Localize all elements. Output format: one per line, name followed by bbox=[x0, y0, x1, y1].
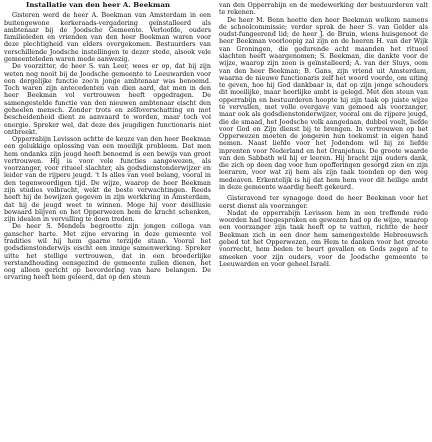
paragraph-opperrabijn: Opperrabijn Levisson achtte de keuze van den heer Beekman een gelukkige oplossing van een moeilijk probleem. Dat men hem ondanks zijn jeugd heeft benoemd is een bewijs van groot vertrouwen. Hij is voor vele functies aangewezen, als voorzanger, voor ritueel slachter, als godsdienstonderwijzer en leider van de rijpere jeugd. 't Is alles van veel belang, vooral in den tegenwoordigen tijd. De wijze, waarop de heer Beekman zijn studies volbracht, wekt de beste verwachtingen. Reeds heeft hij de bewijzen gegeven in zijn werkkring in Amsterdam, dat hij de jeugd weet te winnen. Moge hij voor desillusie bewaard blijven en het Opperwezen hem de kracht schenken, zijn idealen in vervulling te doen treden. bbox=[4, 136, 211, 224]
paragraph-welcome-speeches: De heer M. Benn heette den heer Beekman welkom namens de schoolcommissie; verder sprak de heer S. van Gelder als oudst-fungeerend lid; de heer J. de Bruin, wiens huisgenoot de heer Beekman voorloopig zal zijn en de heeren H. van der Wijk van Groningen, die gedurende acht maanden het ritueel slachten heeft waargenomen; S. Beekman, die dankte voor de wijze, waarop zijn zoon is geïnstalleerd; A. van der Sluys, oom van den heer Beekman; B. Gans, zijn vriend uit Amsterdam, waarna de nieuwe functionaris zelf het woord voerde, om uiting te geven, hoe hij God dankbaar is, dat op zijn jonge schouders dit moeilijke, maar heerlijke ambt is gelegd. Met den steun van opperrabijn en bestuurderen hoopte hij zijn taak op juiste wijze te vervullen, met volle overgave van gemoed als voorzanger, maar ook als godsdienstonderwijzer, vooral om de rijpere jeugd, die de smaad, het Joodsche volk aangedaan, dubbel voelt, liefde voor God en Zijn dienst bij te brengen. In vertrouwen op het Opperwezen moeten de jongeren hun toekomst in eigen hand nemen. Naast liefde voor het Jodendom wil hij ze liefde inprenten voor Nederland en het Oranjehuis. De groote waarde van den Sabbath wil hij er leeren. Hij bracht zijn ouders dank, die zich op deen dag voor hun opofferingen gesorgd zien en zijn leeraren, voor wat zij hem als zijn taak toonden op den weg medeaven. Erkentelijk is hij dat hem hem voor dit heilige ambt in deze gemeente waardig heeft gekeurd. bbox=[219, 16, 428, 192]
paragraph-continuation: van den Opperrabijn en de medewerking der bestuurderen valt te rekenen. bbox=[219, 2, 428, 17]
paragraph-installation: Gisteren werd de heer A. Beekman van Amsterdam in een buitengewone kerkeraads-vergadering geïnstalleerd als ambtenaar bij de Joodsche Gemeente. Verloofde, ouders familieleden en vrienden van den heer Beekman waren voor deze plechtigheid van elders overgekomen. Bestuurders van verschillende Joodsche instellingen te dezer stede, alsook vele gemeenteleden waren mede aanwezig. bbox=[4, 12, 211, 63]
paragraph-prayer: Nadat de opperrabijn Levisson hem in een treffende rede woorden had toegesproken en gewezen had op de wijze, waarop een voorzanger zijn taak heeft op te vatten, richtte de heer Beekman zich in een door hem samengestelde Hebreeuwsch gebed tot het Opperwezen, om Hem te danken voor het groote voorrecht, hem beden te beurt gevallen en Gods zegen af te smeeken voor zijn ouders, voor de Joodsche gemeente te Leeuwarden en voor geheel Israël. bbox=[219, 209, 428, 268]
article-title: Installatie van den heer A. Beekman bbox=[26, 2, 171, 9]
paragraph-chairman: De voorzitter, de heer S. van Leer, wees er op, dat bij zijn weten nog nooit bij de Joodsche gemeente te Leeuwarden voor een dergelijke functie zoo'n jonge ambtenaar was benoemd. Toch waren zijn antecedenten van dien aard, dat men in den heer Beekman vol vertrouwen heeft opgedragen. De samengestelde functie van den nieuwen ambtenaar eischt den geheelen mensch. Zonder trots en zelfoverschatting en met bescheidenheid dient ze aanvaard te worden, maar toch vol energie. Spreker wel, dat deze des jeugdigen functionaris niet ontbreekt. bbox=[4, 63, 211, 136]
right-column bbox=[219, 2, 428, 440]
left-column bbox=[4, 2, 211, 440]
newspaper-clipping bbox=[4, 2, 428, 440]
paragraph-synagogue: Gisteravond ter synagoge deed de heer Beekman voor het eerst dienst als voorzanger. bbox=[219, 195, 428, 210]
paragraph-mendels: De heer S. Mendels begroette zijn jongen collega van ganscher harte. Met zijne ervaring in deze gemeente vol tradities wil hij hem gaarne terzijde staan. Vooral het godsdienstonderwijs eischt een innige samenwerking. Spreker uitte het stellige vertrouwen, dat in een broederlijke verstandhouding eensgezind de gemeente zullen dienen, het oog alleen gericht op bevordering van hare belangen. De ervaring heeft hem geleerd, dat op den steun bbox=[4, 223, 211, 282]
